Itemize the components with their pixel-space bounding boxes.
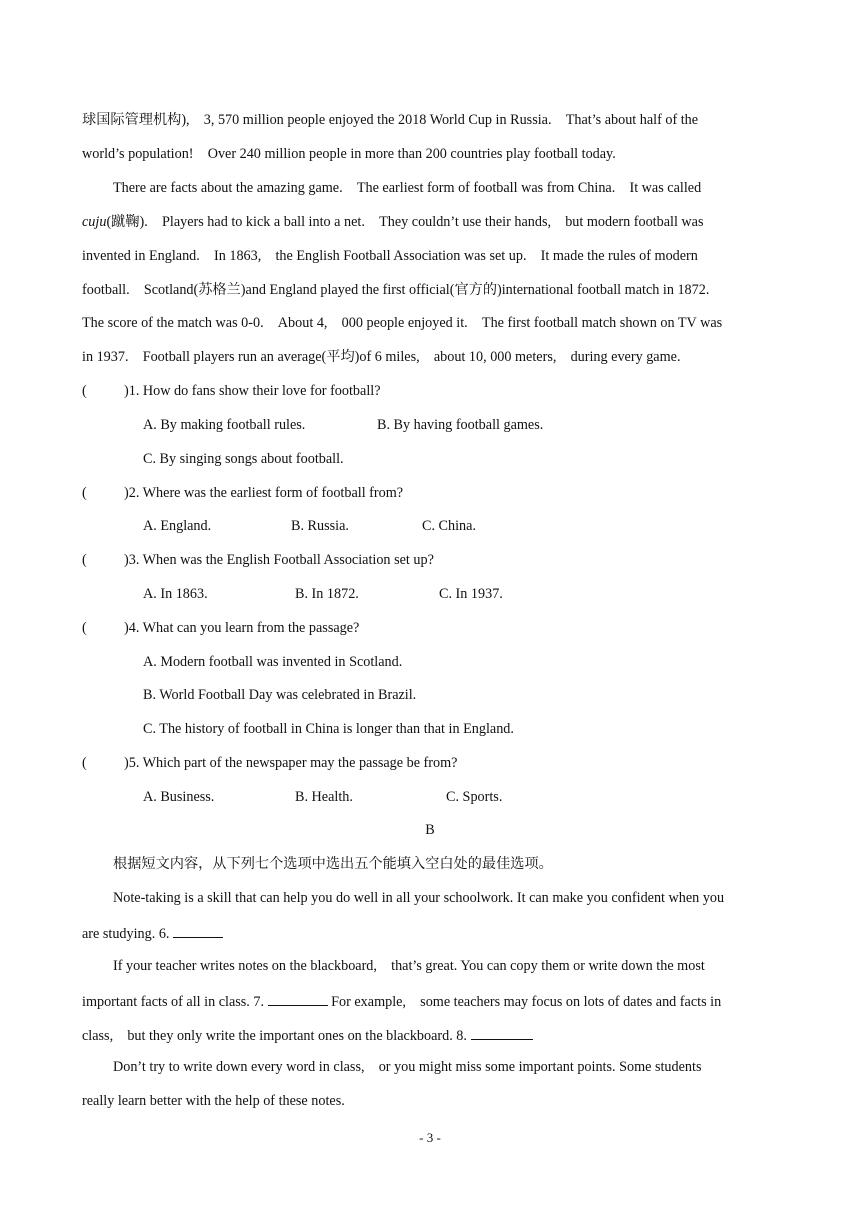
passage-line: Don’t try to write down every word in class, or you might miss some important points. Some students xyxy=(113,1059,702,1075)
passage-line: in 1937. Football players run an average(平均)of 6 miles, about 10, 000 meters, during every game. xyxy=(82,349,681,365)
option-c: C. Sports. xyxy=(446,789,503,805)
option-b: B. By having football games. xyxy=(377,417,544,433)
answer-paren-close: ) xyxy=(124,620,129,636)
passage-line: There are facts about the amazing game. The earliest form of football was from China. It was called xyxy=(113,180,702,196)
option-a: A. In 1863. xyxy=(143,586,208,602)
answer-paren-close: ) xyxy=(124,485,129,501)
passage-line: invented in England. In 1863, the English Football Association was set up. It made the rules of modern xyxy=(82,248,698,264)
passage-line xyxy=(82,991,721,1011)
answer-paren-open: ( xyxy=(82,620,87,636)
passage-text: important facts of all in class. 7. xyxy=(82,994,265,1010)
italic-term: cuju xyxy=(82,214,107,230)
passage-line: 球国际管理机构), 3, 570 million people enjoyed the 2018 World Cup in Russia. That’s about half of the xyxy=(82,112,699,128)
passage-text: are studying. 6. xyxy=(82,926,170,942)
option-b: B. In 1872. xyxy=(295,586,359,602)
passage-line xyxy=(82,213,704,231)
passage-line: The score of the match was 0-0. About 4, 000 people enjoyed it. The first football match shown on TV was xyxy=(82,315,723,331)
question-stem: 1. How do fans show their love for football? xyxy=(128,383,381,399)
option-b: B. World Football Day was celebrated in Brazil. xyxy=(143,687,417,703)
answer-blank-7[interactable] xyxy=(268,991,328,1006)
question-stem: 3. When was the English Football Association set up? xyxy=(128,552,434,568)
answer-paren-close: ) xyxy=(124,383,129,399)
passage-line xyxy=(82,923,223,943)
option-c: C. The history of football in China is longer than that in England. xyxy=(143,721,514,737)
passage-line xyxy=(82,1025,533,1045)
answer-paren-open: ( xyxy=(82,383,87,399)
passage-line: football. Scotland(苏格兰)and England played the first official(官方的)international football match in 1872. xyxy=(82,282,710,298)
question-2 xyxy=(82,484,403,502)
question-stem: 2. Where was the earliest form of football from? xyxy=(128,485,404,501)
answer-paren-close: ) xyxy=(124,552,129,568)
passage-line: Note-taking is a skill that can help you do well in all your schoolwork. It can make you confident when you xyxy=(113,890,725,906)
option-a: A. Modern football was invented in Scotland. xyxy=(143,654,403,670)
question-3 xyxy=(82,551,434,569)
question-5 xyxy=(82,754,457,772)
option-a: A. Business. xyxy=(143,789,215,805)
section-heading: B xyxy=(425,822,435,838)
option-c: C. In 1937. xyxy=(439,586,503,602)
option-a: A. By making football rules. xyxy=(143,417,306,433)
option-c: C. By singing songs about football. xyxy=(143,451,344,467)
question-1 xyxy=(82,382,381,400)
option-b: B. Russia. xyxy=(291,518,349,534)
passage-line: If your teacher writes notes on the blackboard, that’s great. You can copy them or write down the most xyxy=(113,958,705,974)
page-number: - 3 - xyxy=(419,1130,441,1145)
option-c: C. China. xyxy=(422,518,476,534)
question-stem: 4. What can you learn from the passage? xyxy=(128,620,360,636)
answer-paren-close: ) xyxy=(124,755,129,771)
answer-blank-6[interactable] xyxy=(173,923,223,938)
passage-text: (蹴鞠). Players had to kick a ball into a net. They couldn’t use their hands, but modern football was xyxy=(106,214,704,230)
passage-line: really learn better with the help of these notes. xyxy=(82,1093,345,1109)
answer-paren-open: ( xyxy=(82,485,87,501)
answer-paren-open: ( xyxy=(82,755,87,771)
option-b: B. Health. xyxy=(295,789,353,805)
section-instruction: 根据短文内容，从下列七个选项中选出五个能填入空白处的最佳选项。 xyxy=(113,856,553,872)
question-4 xyxy=(82,619,359,637)
passage-text: class, but they only write the important ones on the blackboard. 8. xyxy=(82,1028,467,1044)
answer-blank-8[interactable] xyxy=(471,1025,533,1040)
answer-paren-open: ( xyxy=(82,552,87,568)
passage-line: world’s population! Over 240 million people in more than 200 countries play football today. xyxy=(82,146,616,162)
option-a: A. England. xyxy=(143,518,212,534)
passage-text: For example, some teachers may focus on lots of dates and facts in xyxy=(331,994,722,1010)
question-stem: 5. Which part of the newspaper may the passage be from? xyxy=(128,755,458,771)
